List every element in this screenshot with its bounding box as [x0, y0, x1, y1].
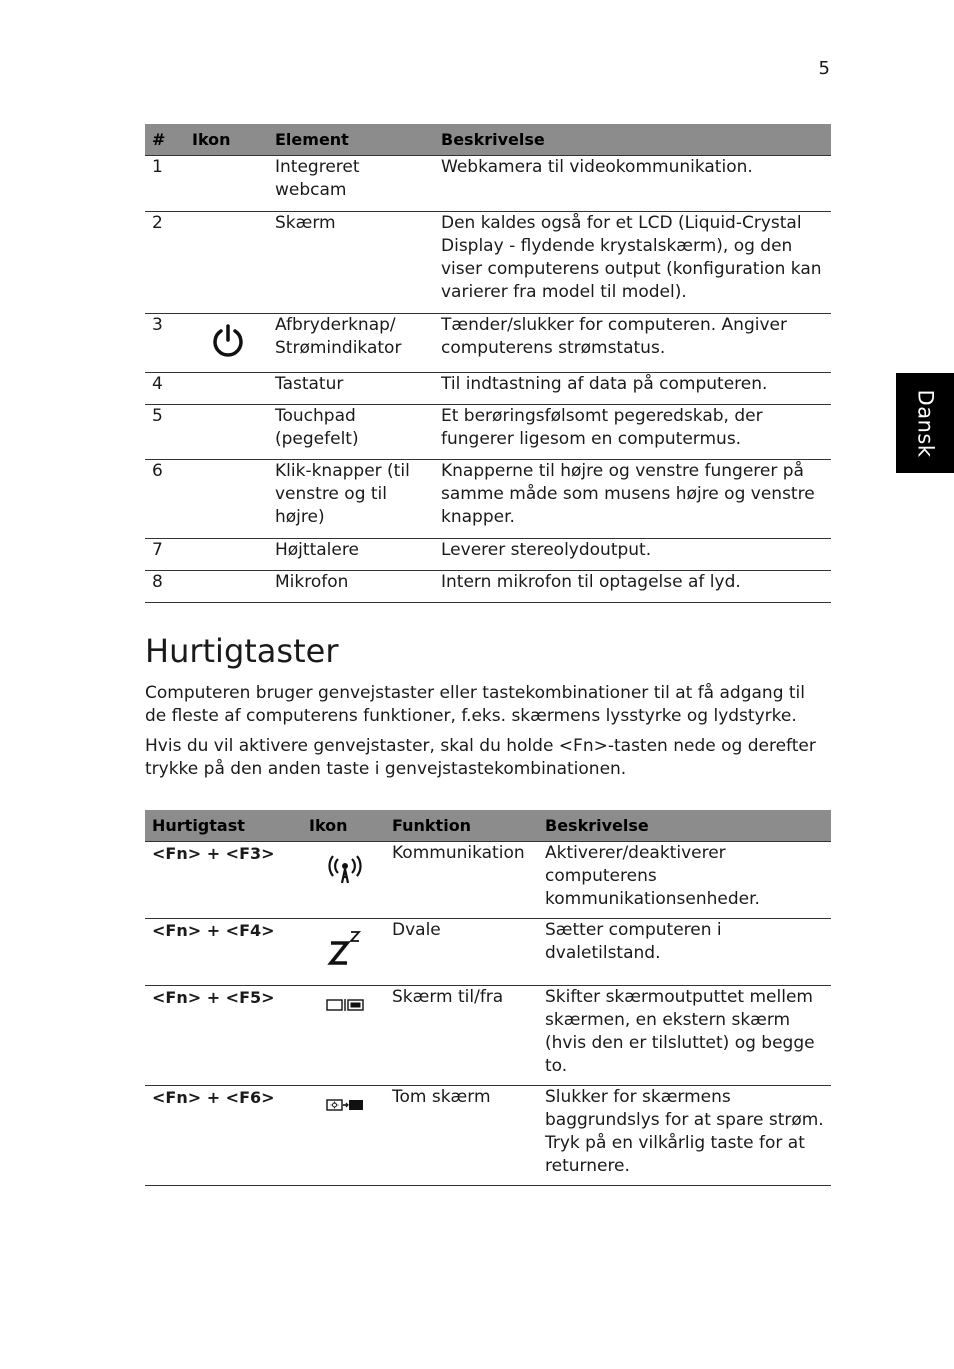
- column-header: Ikon: [302, 810, 385, 842]
- section-paragraph: Hvis du vil aktivere genvejstaster, skal du holde <Fn>-tasten nede og derefter trykke på den anden taste i genvejstastekombinationen.: [145, 736, 816, 779]
- table-header-row: [145, 124, 831, 156]
- icon-cell: [185, 212, 268, 314]
- function-name: Tom skærm: [385, 1086, 538, 1186]
- table-row: [145, 986, 831, 1086]
- display-toggle-icon: [326, 998, 364, 1012]
- column-header: Element: [268, 124, 434, 156]
- element-name: Klik-knapper (til venstre og til højre): [268, 460, 434, 539]
- hotkeys-table: [145, 810, 831, 1186]
- element-description: Intern mikrofon til optagelse af lyd.: [434, 571, 831, 603]
- table-row: [145, 405, 831, 460]
- column-header: Beskrivelse: [538, 810, 831, 842]
- icon-cell: [302, 986, 385, 1086]
- components-table: [145, 124, 831, 603]
- table-row: [145, 571, 831, 603]
- hotkey-combo: <Fn> + <F6>: [145, 1086, 302, 1186]
- table-header-row: [145, 810, 831, 842]
- table-row: [145, 1086, 831, 1186]
- language-tab-label: Dansk: [913, 389, 938, 457]
- function-description: Slukker for skærmens baggrundslys for at spare strøm. Tryk på en vilkårlig taste for at returnere.: [538, 1086, 831, 1186]
- row-number: 3: [145, 314, 185, 373]
- element-description: Leverer stereolydoutput.: [434, 539, 831, 571]
- language-tab: [896, 373, 954, 473]
- element-name: Integreret webcam: [268, 156, 434, 212]
- element-description: Den kaldes også for et LCD (Liquid-Crystal Display - flydende krystalskærm), og den viser computerens output (konfiguration kan varierer fra model til model).: [434, 212, 831, 314]
- row-number: 7: [145, 539, 185, 571]
- element-name: Tastatur: [268, 373, 434, 405]
- page-number: 5: [818, 58, 830, 79]
- function-description: Sætter computeren i dvaletilstand.: [538, 919, 831, 986]
- section-title: Hurtigtaster: [145, 632, 339, 670]
- table-row: [145, 156, 831, 212]
- table-row: [145, 539, 831, 571]
- hotkey-combo: <Fn> + <F5>: [145, 986, 302, 1086]
- element-name: Højttalere: [268, 539, 434, 571]
- icon-cell: [302, 842, 385, 919]
- wireless-communication-icon: [325, 854, 365, 886]
- hotkey-combo: <Fn> + <F4>: [145, 919, 302, 986]
- element-name: Afbryderknap/ Strømindikator: [268, 314, 434, 373]
- icon-cell: [185, 539, 268, 571]
- icon-cell: [185, 156, 268, 212]
- element-description: Knapperne til højre og venstre fungerer på samme måde som musens højre og venstre knapper.: [434, 460, 831, 539]
- icon-cell: [185, 571, 268, 603]
- table-row: [145, 314, 831, 373]
- row-number: 6: [145, 460, 185, 539]
- icon-cell: [185, 460, 268, 539]
- power-icon: [210, 323, 246, 359]
- row-number: 8: [145, 571, 185, 603]
- element-name: Mikrofon: [268, 571, 434, 603]
- row-number: 4: [145, 373, 185, 405]
- icon-cell: [302, 1086, 385, 1186]
- screen-blank-icon: [326, 1098, 364, 1112]
- row-number: 5: [145, 405, 185, 460]
- sleep-zz-icon: [325, 929, 365, 967]
- column-header: Beskrivelse: [434, 124, 831, 156]
- table-row: [145, 919, 831, 986]
- element-description: Webkamera til videokommunikation.: [434, 156, 831, 212]
- column-header: #: [145, 124, 185, 156]
- row-number: 2: [145, 212, 185, 314]
- function-name: Skærm til/fra: [385, 986, 538, 1086]
- column-header: Hurtigtast: [145, 810, 302, 842]
- table-row: [145, 373, 831, 405]
- section-paragraph: Computeren bruger genvejstaster eller tastekombinationer til at få adgang til de fleste af computerens funktioner, f.eks. skærmens lysstyrke og lydstyrke.: [145, 683, 806, 726]
- table-row: [145, 842, 831, 919]
- icon-cell: [185, 405, 268, 460]
- icon-cell: [185, 373, 268, 405]
- hotkey-combo: <Fn> + <F3>: [145, 842, 302, 919]
- element-description: Til indtastning af data på computeren.: [434, 373, 831, 405]
- function-name: Dvale: [385, 919, 538, 986]
- table-row: [145, 212, 831, 314]
- element-name: Touchpad (pegefelt): [268, 405, 434, 460]
- icon-cell: [302, 919, 385, 986]
- row-number: 1: [145, 156, 185, 212]
- column-header: Ikon: [185, 124, 268, 156]
- element-description: Tænder/slukker for computeren. Angiver computerens strømstatus.: [434, 314, 831, 373]
- function-description: Aktiverer/deaktiverer computerens kommunikationsenheder.: [538, 842, 831, 919]
- function-description: Skifter skærmoutputtet mellem skærmen, en ekstern skærm (hvis den er tilsluttet) og begge to.: [538, 986, 831, 1086]
- element-description: Et berøringsfølsomt pegeredskab, der fungerer ligesom en computermus.: [434, 405, 831, 460]
- element-name: Skærm: [268, 212, 434, 314]
- table-row: [145, 460, 831, 539]
- function-name: Kommunikation: [385, 842, 538, 919]
- column-header: Funktion: [385, 810, 538, 842]
- icon-cell: [185, 314, 268, 373]
